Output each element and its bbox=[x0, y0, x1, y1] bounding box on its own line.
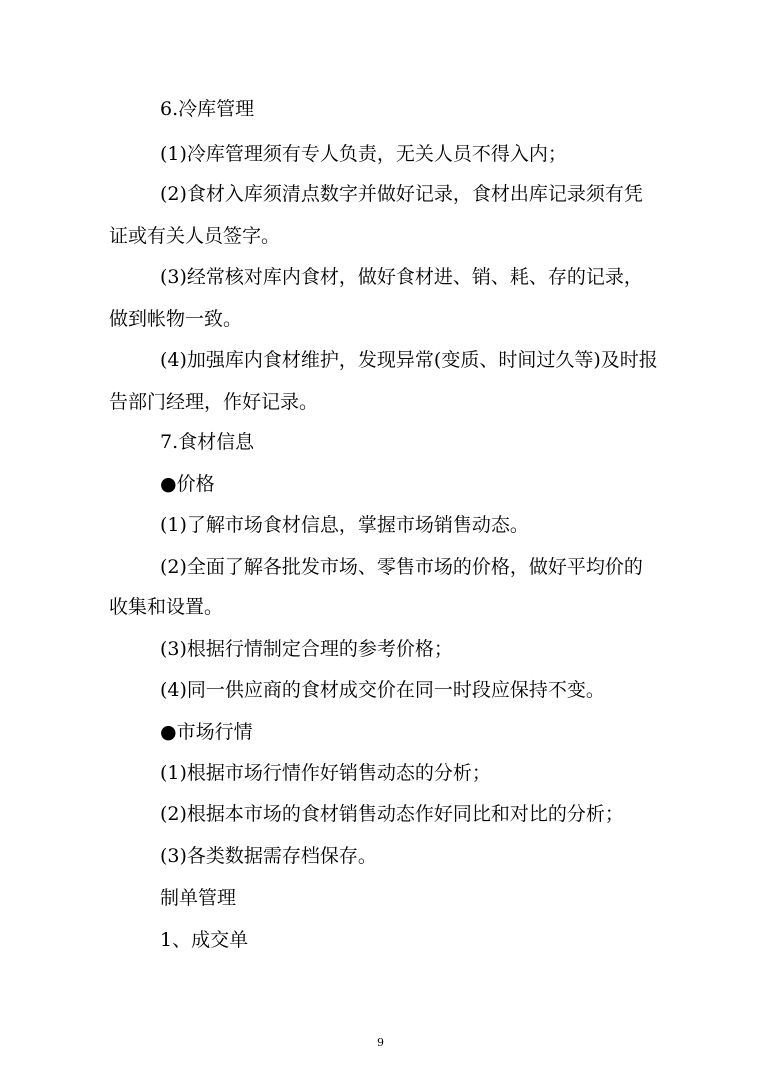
paragraph-line: (4)加强库内食材维护，发现异常(变质、时间过久等)及时报 bbox=[160, 349, 658, 371]
subsection-heading-deal-sheet: 1、成交单 bbox=[160, 929, 249, 951]
paragraph-line: (3)经常核对库内食材，做好食材进、销、耗、存的记录， bbox=[160, 266, 643, 288]
page-number: 9 bbox=[377, 1036, 384, 1049]
paragraph-line: (2)全面了解各批发市场、零售市场的价格，做好平均价的 bbox=[160, 556, 643, 578]
paragraph-line: (1)冷库管理须有专人负责，无关人员不得入内； bbox=[160, 143, 567, 165]
paragraph-line: (2)食材入库须清点数字并做好记录，食材出库记录须有凭 bbox=[160, 183, 643, 205]
paragraph-line: 做到帐物一致。 bbox=[109, 308, 243, 330]
paragraph-line: 告部门经理，作好记录。 bbox=[109, 391, 319, 413]
section-heading-ingredient-info: 7.食材信息 bbox=[160, 431, 255, 453]
bullet-heading-price: ●价格 bbox=[160, 473, 215, 495]
paragraph-line: 收集和设置。 bbox=[109, 596, 224, 618]
paragraph-line: (1)了解市场食材信息，掌握市场销售动态。 bbox=[160, 514, 529, 536]
bullet-heading-market: ●市场行情 bbox=[160, 721, 253, 743]
section-heading-cold-storage: 6.冷库管理 bbox=[160, 98, 255, 120]
paragraph-line: (4)同一供应商的食材成交价在同一时段应保持不变。 bbox=[160, 679, 605, 701]
section-heading-order-management: 制单管理 bbox=[160, 887, 237, 909]
paragraph-line: 证或有关人员签字。 bbox=[109, 225, 281, 247]
paragraph-line: (2)根据本市场的食材销售动态作好同比和对比的分析； bbox=[160, 803, 624, 825]
paragraph-line: (3)各类数据需存档保存。 bbox=[160, 845, 377, 867]
paragraph-line: (3)根据行情制定合理的参考价格； bbox=[160, 638, 453, 660]
paragraph-line: (1)根据市场行情作好销售动态的分析； bbox=[160, 762, 491, 784]
